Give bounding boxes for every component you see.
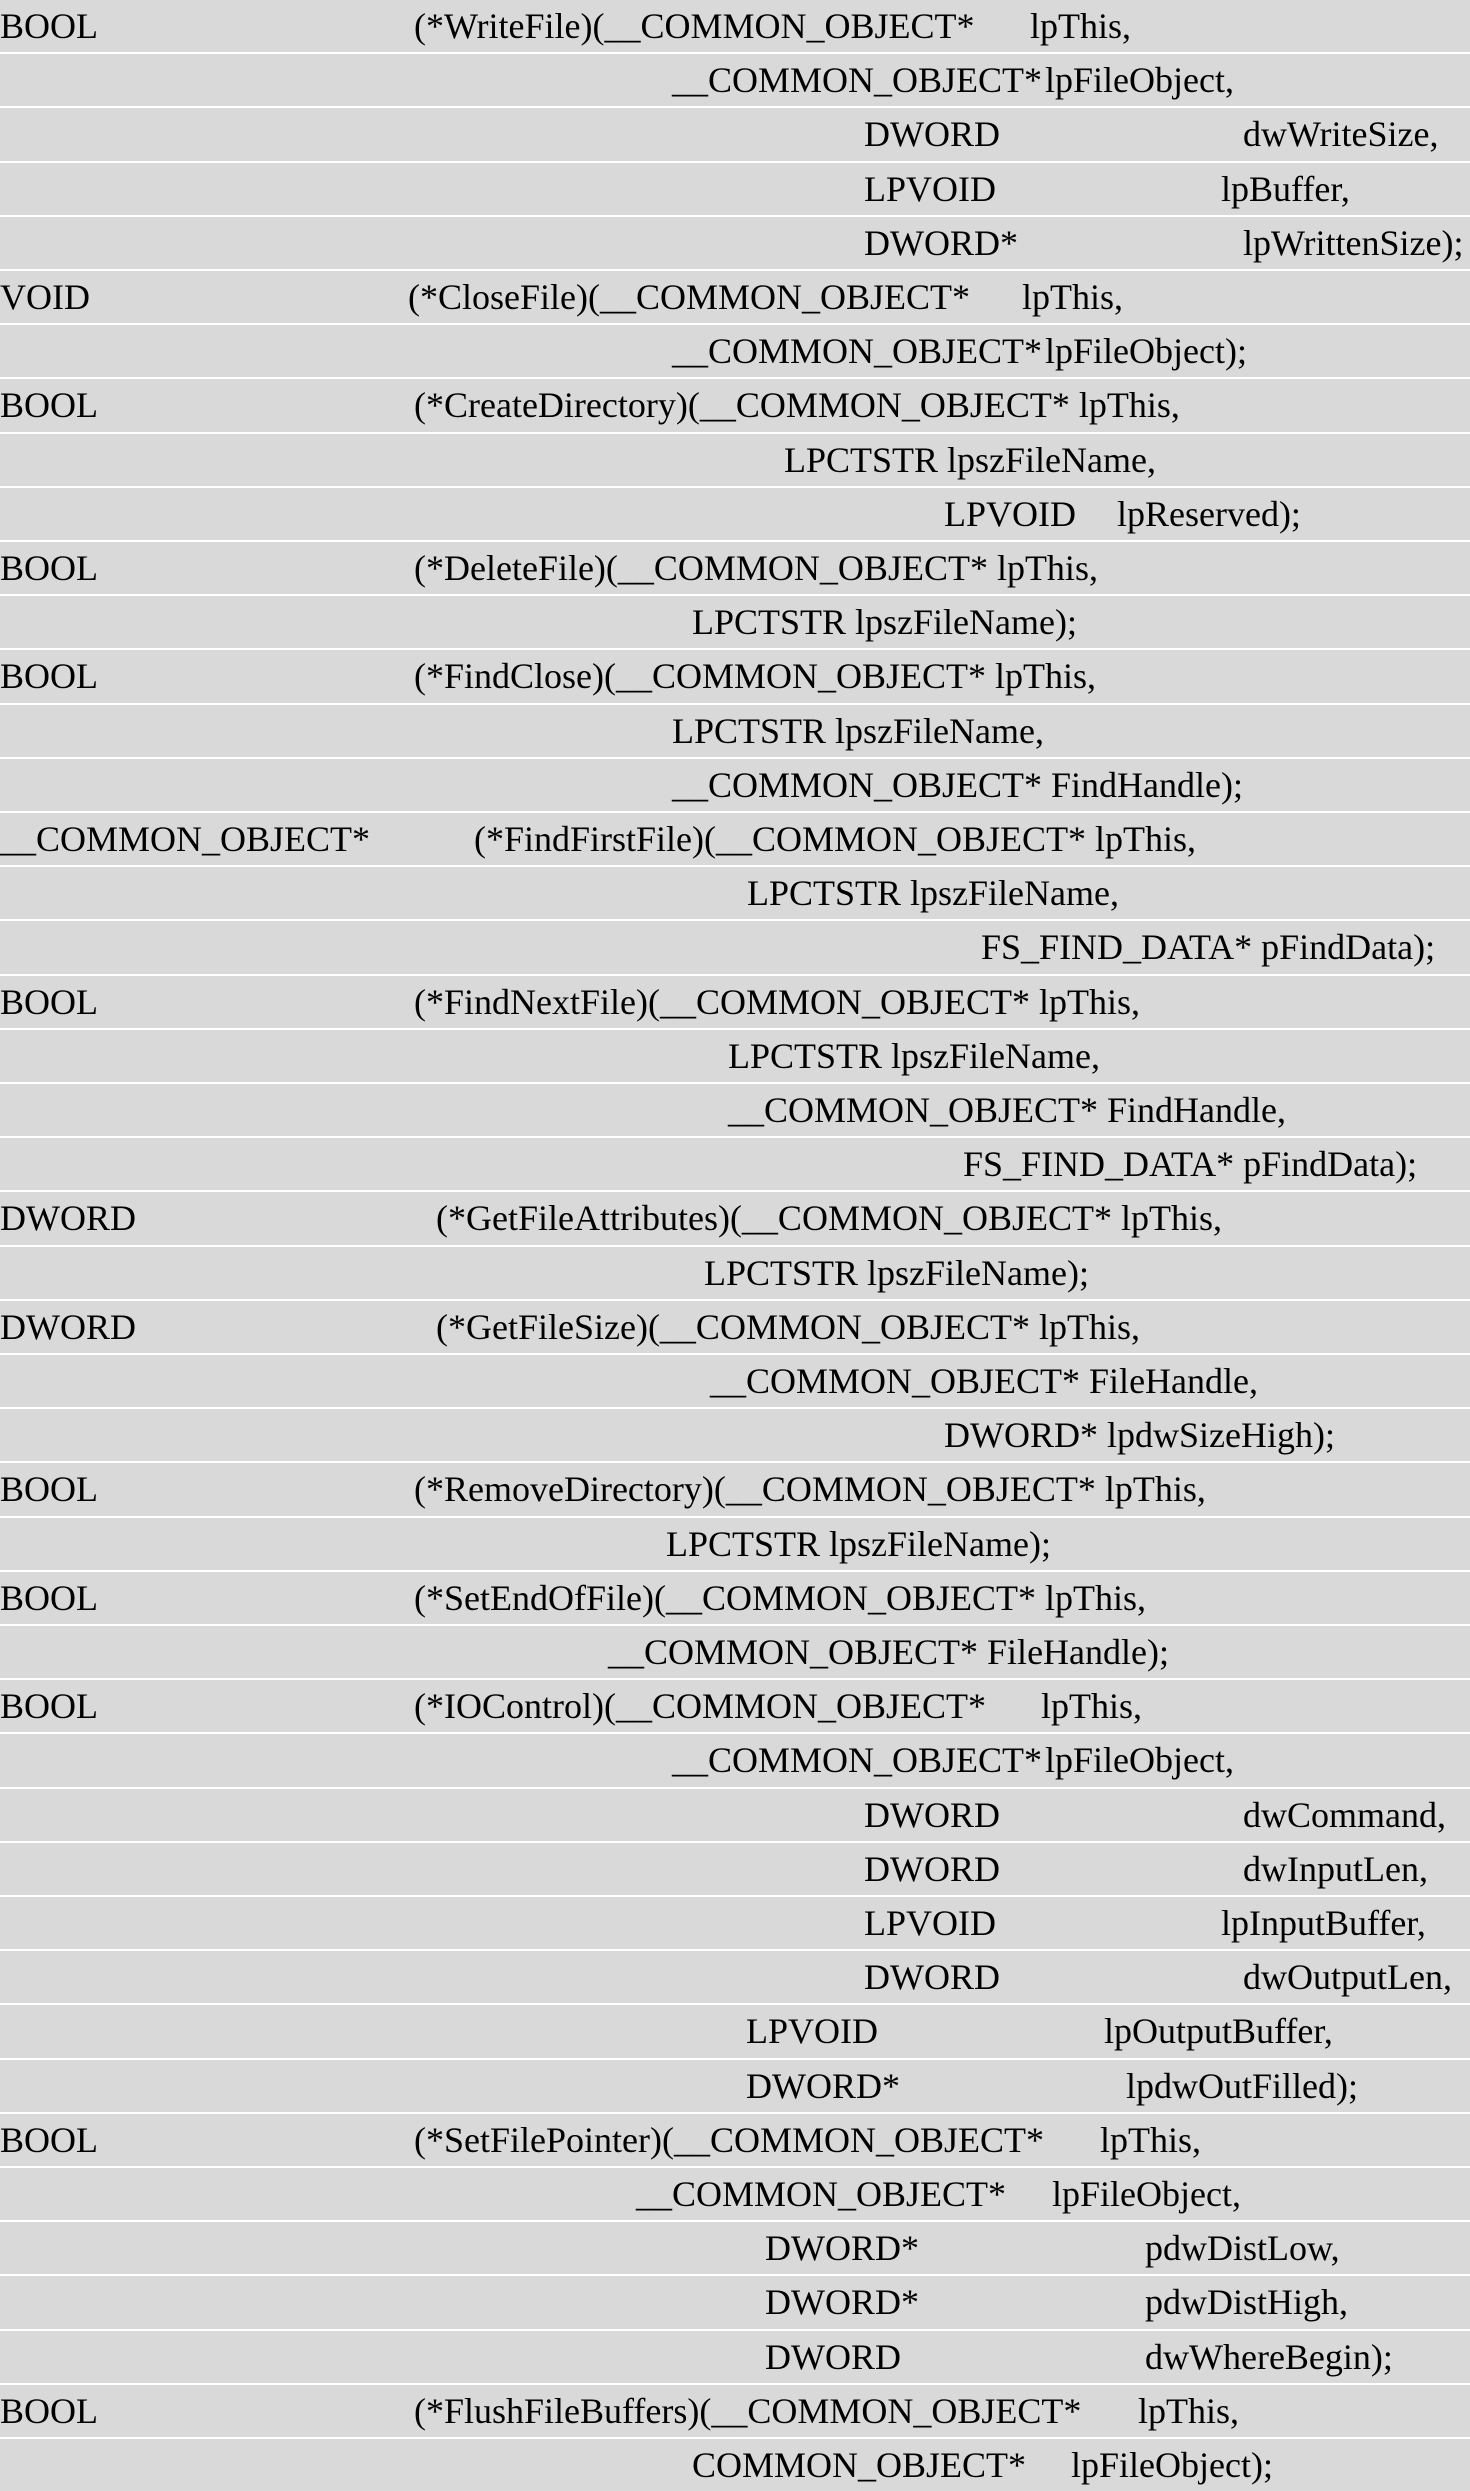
code-token: pdwDistHigh, [1145, 2282, 1349, 2323]
code-line [0, 2112, 1470, 2166]
code-token: (*CreateDirectory)(__COMMON_OBJECT* lpThis, [414, 385, 1180, 426]
code-token: __COMMON_OBJECT* [636, 2174, 1007, 2215]
code-token: lpThis, [1022, 277, 1124, 318]
code-line [0, 377, 1470, 431]
code-token: LPVOID [944, 493, 1076, 534]
code-token: lpBuffer, [1221, 168, 1350, 209]
code-line [0, 2274, 1470, 2328]
code-line [0, 1190, 1470, 1244]
code-line [0, 594, 1470, 648]
code-token: lpWrittenSize); [1243, 222, 1464, 263]
code-token: lpOutputBuffer, [1104, 2011, 1333, 2052]
code-token: LPCTSTR lpszFileName, [784, 439, 1156, 480]
code-token: DWORD [864, 1957, 1000, 1998]
code-line [0, 432, 1470, 486]
code-token: dwWriteSize, [1243, 114, 1439, 155]
code-line [0, 1516, 1470, 1570]
code-token: (*IOControl)(__COMMON_OBJECT* [414, 1686, 986, 1727]
code-token: DWORD [0, 1198, 136, 1239]
code-token: dwInputLen, [1243, 1848, 1428, 1889]
code-line [0, 1136, 1470, 1190]
code-token: BOOL [0, 2390, 98, 2431]
code-token: BOOL [0, 1469, 98, 1510]
code-token: LPCTSTR lpszFileName, [672, 710, 1044, 751]
code-token: lpFileObject, [1045, 1740, 1234, 1781]
code-token: DWORD* [765, 2228, 919, 2269]
code-token: __COMMON_OBJECT* [672, 331, 1043, 372]
code-token: LPVOID [746, 2011, 878, 2052]
code-token: __COMMON_OBJECT* FindHandle, [728, 1090, 1287, 1131]
code-token: dwWhereBegin); [1145, 2336, 1393, 2377]
code-token: BOOL [0, 981, 98, 1022]
code-token: (*FindFirstFile)(__COMMON_OBJECT* lpThis, [474, 819, 1197, 860]
code-line [0, 486, 1470, 540]
code-line [0, 1570, 1470, 1624]
code-token: lpInputBuffer, [1221, 1903, 1426, 1944]
code-token: dwOutputLen, [1243, 1957, 1452, 1998]
code-line [0, 52, 1470, 106]
code-token: BOOL [0, 6, 98, 47]
code-token: __COMMON_OBJECT* FileHandle); [608, 1632, 1169, 1673]
code-line [0, 1028, 1470, 1082]
code-token: (*FlushFileBuffers)(__COMMON_OBJECT* [414, 2390, 1082, 2431]
code-token: LPVOID [864, 1903, 996, 1944]
code-token: DWORD [0, 1306, 136, 1347]
code-token: lpThis, [1030, 6, 1132, 47]
code-line [0, 2437, 1470, 2491]
code-token: DWORD* lpdwSizeHigh); [944, 1415, 1335, 1456]
code-line [0, 648, 1470, 702]
code-token: (*WriteFile)(__COMMON_OBJECT* [414, 6, 975, 47]
code-token: __COMMON_OBJECT* [672, 60, 1043, 101]
code-token: (*SetEndOfFile)(__COMMON_OBJECT* lpThis, [414, 1577, 1146, 1618]
code-token: DWORD [864, 114, 1000, 155]
code-line [0, 2220, 1470, 2274]
code-token: (*FindNextFile)(__COMMON_OBJECT* lpThis, [414, 981, 1141, 1022]
code-line [0, 1732, 1470, 1786]
code-line [0, 2003, 1470, 2057]
code-token: (*GetFileSize)(__COMMON_OBJECT* lpThis, [436, 1306, 1140, 1347]
code-token: __COMMON_OBJECT* [672, 1740, 1043, 1781]
code-token: lpThis, [1041, 1686, 1143, 1727]
code-line [0, 1353, 1470, 1407]
code-token: lpFileObject, [1052, 2174, 1241, 2215]
code-token: (*DeleteFile)(__COMMON_OBJECT* lpThis, [414, 548, 1098, 589]
code-token: (*CloseFile)(__COMMON_OBJECT* [408, 277, 971, 318]
code-line [0, 919, 1470, 973]
code-line [0, 2058, 1470, 2112]
code-line [0, 0, 1470, 52]
code-token: LPCTSTR lpszFileName); [666, 1523, 1051, 1564]
code-token: DWORD [765, 2336, 901, 2377]
code-line [0, 269, 1470, 323]
code-line [0, 215, 1470, 269]
code-token: __COMMON_OBJECT* [0, 819, 371, 860]
code-line [0, 106, 1470, 160]
code-token: DWORD* [864, 222, 1018, 263]
code-token: VOID [0, 277, 90, 318]
code-token: pdwDistLow, [1145, 2228, 1340, 2269]
code-line [0, 1624, 1470, 1678]
code-line [0, 865, 1470, 919]
code-token: lpFileObject, [1045, 60, 1234, 101]
code-token: BOOL [0, 1686, 98, 1727]
code-token: DWORD [864, 1848, 1000, 1889]
code-line [0, 1949, 1470, 2003]
code-token: FS_FIND_DATA* pFindData); [981, 927, 1436, 968]
code-line [0, 2383, 1470, 2437]
code-line [0, 1841, 1470, 1895]
code-line [0, 161, 1470, 215]
code-token: (*GetFileAttributes)(__COMMON_OBJECT* lpThis, [436, 1198, 1222, 1239]
code-token: lpThis, [1138, 2390, 1240, 2431]
code-token: LPCTSTR lpszFileName); [692, 602, 1077, 643]
code-token: (*SetFilePointer)(__COMMON_OBJECT* [414, 2119, 1044, 2160]
code-line [0, 1678, 1470, 1732]
code-token: (*FindClose)(__COMMON_OBJECT* lpThis, [414, 656, 1097, 697]
code-token: COMMON_OBJECT* [692, 2445, 1027, 2486]
code-token: lpdwOutFilled); [1126, 2065, 1358, 2106]
code-token: FS_FIND_DATA* pFindData); [963, 1144, 1418, 1185]
code-token: __COMMON_OBJECT* FileHandle, [710, 1361, 1258, 1402]
code-token: lpFileObject); [1071, 2445, 1273, 2486]
code-token: __COMMON_OBJECT* FindHandle); [672, 764, 1244, 805]
code-token: dwCommand, [1243, 1794, 1446, 1835]
code-line [0, 757, 1470, 811]
code-line [0, 1299, 1470, 1353]
code-line [0, 1895, 1470, 1949]
code-token: BOOL [0, 385, 98, 426]
code-line [0, 1461, 1470, 1515]
code-token: (*RemoveDirectory)(__COMMON_OBJECT* lpThis, [414, 1469, 1206, 1510]
code-token: LPCTSTR lpszFileName); [704, 1252, 1089, 1293]
code-line [0, 1245, 1470, 1299]
code-token: DWORD [864, 1794, 1000, 1835]
code-line [0, 323, 1470, 377]
code-line [0, 540, 1470, 594]
code-token: LPCTSTR lpszFileName, [728, 1035, 1100, 1076]
code-line [0, 2329, 1470, 2383]
code-token: lpReserved); [1117, 493, 1301, 534]
code-token: BOOL [0, 1577, 98, 1618]
code-token: BOOL [0, 2119, 98, 2160]
code-token: lpFileObject); [1045, 331, 1247, 372]
code-line [0, 703, 1470, 757]
code-token: DWORD* [746, 2065, 900, 2106]
code-line [0, 2166, 1470, 2220]
code-token: BOOL [0, 656, 98, 697]
code-token: DWORD* [765, 2282, 919, 2323]
code-line [0, 1787, 1470, 1841]
code-token: LPCTSTR lpszFileName, [747, 873, 1119, 914]
code-line [0, 974, 1470, 1028]
code-token: LPVOID [864, 168, 996, 209]
code-line [0, 811, 1470, 865]
code-token: BOOL [0, 548, 98, 589]
code-token: lpThis, [1100, 2119, 1202, 2160]
code-line [0, 1407, 1470, 1461]
code-line [0, 1082, 1470, 1136]
